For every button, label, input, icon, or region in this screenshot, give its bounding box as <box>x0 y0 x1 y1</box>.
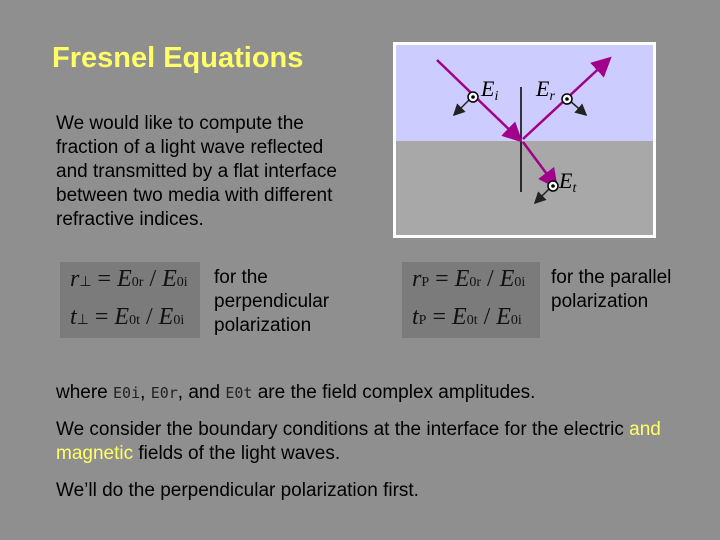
slide-title: Fresnel Equations <box>52 42 304 74</box>
fresnel-diagram <box>393 42 656 238</box>
boundary-paragraph: We consider the boundary conditions at the interface for the electric and magnetic fields of the light waves. <box>56 419 661 464</box>
closing-sentence: We’ll do the perpendicular polarization first. <box>56 480 419 501</box>
label-reflected: Er <box>536 76 555 104</box>
lower-medium <box>396 141 653 235</box>
r-parallel-equation: rP = E0r / E0i <box>412 266 526 292</box>
highlight-magnetic: and magnetic <box>56 419 661 464</box>
perpendicular-caption: for the perpendicular polarization <box>214 267 330 336</box>
parallel-caption: for the parallel polarization <box>551 267 672 312</box>
parallel-equations <box>402 262 540 338</box>
amplitudes-sentence: where E0i, E0r, and E0t are the field complex amplitudes. <box>56 382 536 403</box>
perpendicular-equations <box>60 262 200 338</box>
r-perp-equation: r⊥ = E0r / E0i <box>70 266 188 292</box>
amp-e0i: E0i <box>113 384 141 402</box>
label-incident: Ei <box>481 76 499 104</box>
intro-paragraph: We would like to compute the fraction of a light wave reflected and transmitted by a flat interface between two media with different refractive indices. <box>56 113 337 230</box>
amp-e0t: E0t <box>225 384 253 402</box>
t-perp-equation: t⊥ = E0t / E0i <box>70 304 185 330</box>
t-parallel-equation: tP = E0t / E0i <box>412 304 522 330</box>
amp-e0r: E0r <box>150 384 178 402</box>
upper-medium <box>396 45 653 141</box>
label-transmitted: Et <box>559 168 577 196</box>
